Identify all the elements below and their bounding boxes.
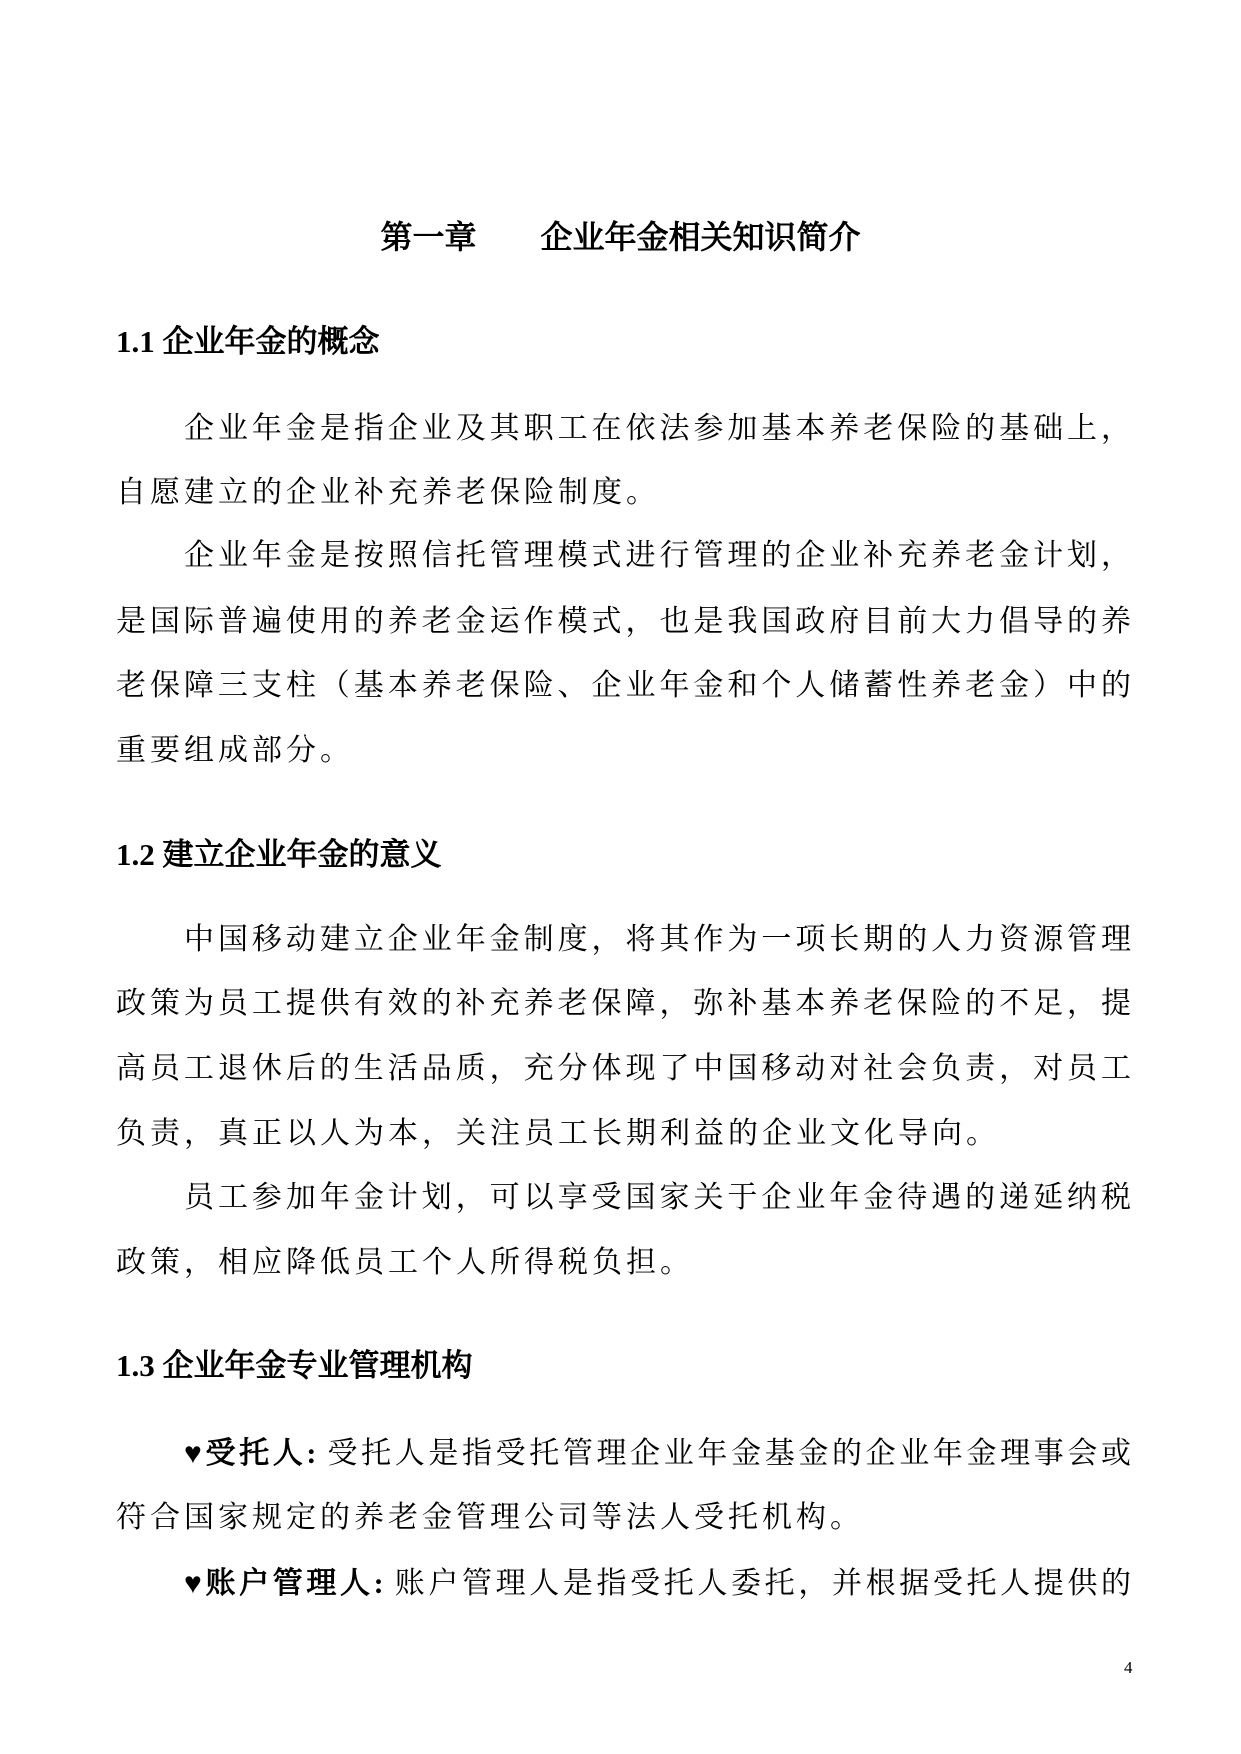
section-heading-1-3: 1.3 企业年金专业管理机构 bbox=[116, 1348, 473, 1383]
paragraph-line: 老保障三支柱（基本养老保险、企业年金和个人储蓄性养老金）中的 bbox=[116, 669, 1131, 702]
paragraph-line: 自愿建立的企业补充养老保险制度。 bbox=[116, 476, 660, 509]
paragraph-line: 企业年金是指企业及其职工在依法参加基本养老保险的基础上， bbox=[184, 412, 1131, 445]
paragraph-line: 负责，真正以人为本，关注员工长期利益的企业文化导向。 bbox=[116, 1117, 1000, 1150]
paragraph-line: 企业年金是按照信托管理模式进行管理的企业补充养老金计划， bbox=[184, 539, 1131, 572]
definition-text: 受托人是指受托管理企业年金基金的企业年金理事会或 bbox=[327, 1437, 1132, 1470]
chapter-title: 第一章 企业年金相关知识简介 bbox=[380, 219, 861, 255]
definition-account-manager bbox=[184, 1564, 1131, 1604]
page-number: 4 bbox=[1124, 1658, 1133, 1677]
paragraph-line: 员工参加年金计划，可以享受国家关于企业年金待遇的递延纳税 bbox=[184, 1181, 1131, 1214]
paragraph-line: 中国移动建立企业年金制度，将其作为一项长期的人力资源管理 bbox=[184, 923, 1131, 956]
paragraph-line: 高员工退休后的生活品质，充分体现了中国移动对社会负责，对员工 bbox=[116, 1052, 1131, 1085]
paragraph-line: 符合国家规定的养老金管理公司等法人受托机构。 bbox=[116, 1501, 864, 1534]
definition-text: 账户管理人是指受托人委托，并根据受托人提供的 bbox=[394, 1567, 1131, 1600]
paragraph-line: 是国际普遍使用的养老金运作模式，也是我国政府目前大力倡导的养 bbox=[116, 605, 1131, 638]
paragraph-line: 政策，相应降低员工个人所得税负担。 bbox=[116, 1246, 694, 1279]
definition-trustee bbox=[184, 1434, 1131, 1474]
paragraph-line: 重要组成部分。 bbox=[116, 734, 354, 767]
section-heading-1-1: 1.1 企业年金的概念 bbox=[116, 324, 380, 359]
paragraph-line: 政策为员工提供有效的补充养老保障，弥补基本养老保险的不足，提 bbox=[116, 987, 1131, 1020]
term-account-manager: ♥账户管理人: bbox=[184, 1567, 384, 1600]
section-heading-1-2: 1.2 建立企业年金的意义 bbox=[116, 837, 442, 872]
term-trustee: ♥受托人: bbox=[184, 1437, 317, 1470]
